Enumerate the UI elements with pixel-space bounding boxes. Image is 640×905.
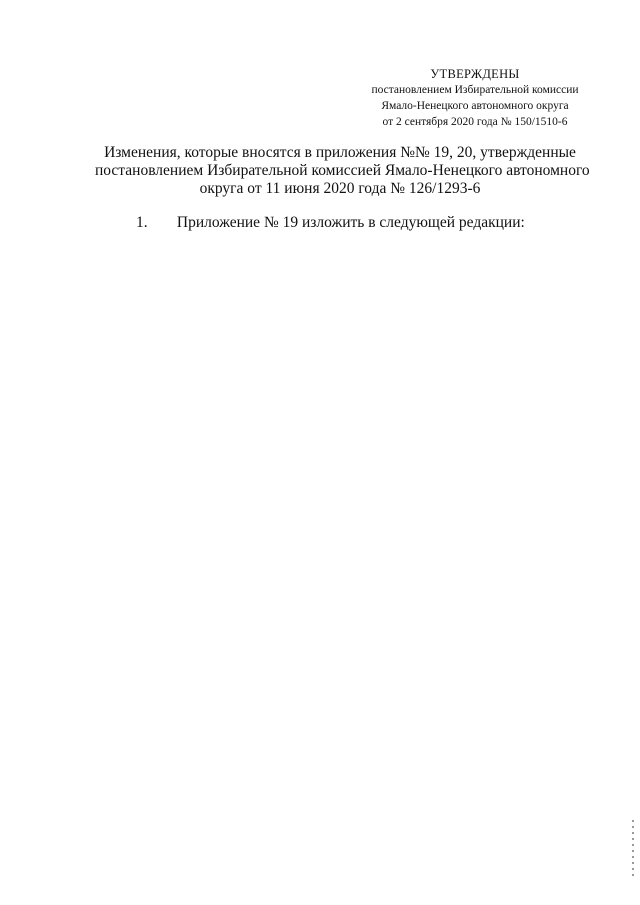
list-item (136, 214, 525, 232)
approval-stamp (345, 66, 605, 130)
document-title-line-3: округа от 11 июня 2020 года № 126/1293-6 (199, 180, 481, 197)
approval-line-1: постановлением Избирательной комиссии (371, 84, 579, 96)
approval-line-2: Ямало-Ненецкого автономного округа (381, 100, 569, 112)
scan-edge-marks (632, 820, 634, 880)
approval-title: УТВЕРЖДЕНЫ (430, 67, 520, 81)
approval-line-3: от 2 сентября 2020 года № 150/1510-6 (382, 116, 568, 128)
list-item-text: Приложение № 19 изложить в следующей редакции: (176, 214, 525, 231)
document-title-line-2: постановлением Избирательной комиссией Ямало-Ненецкого автономного (95, 162, 590, 179)
document-title (95, 144, 590, 198)
document-title-line-1: Изменения, которые вносятся в приложения №№ 19, 20, утвержденные (104, 144, 576, 161)
list-item-number: 1. (136, 214, 148, 231)
